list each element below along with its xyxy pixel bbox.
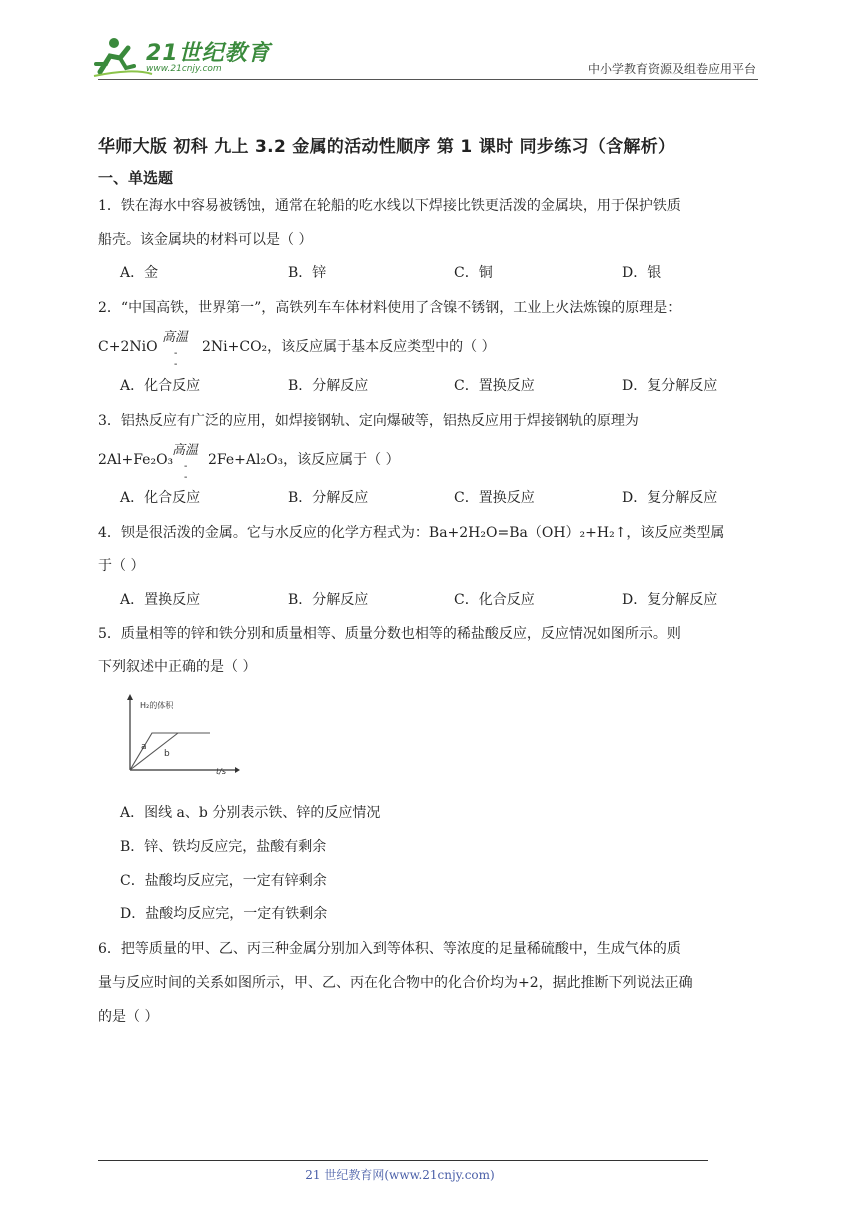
question-3-eq-right: 2Fe+Al₂O₃，该反应属于（ ） (208, 452, 400, 468)
question-5-option-c: C．盐酸均反应完，一定有锌剩余 (120, 873, 327, 889)
logo-url: www.21cnjy.com (146, 64, 222, 74)
page-header (0, 0, 860, 90)
graph-curve-b (130, 733, 178, 770)
question-1-option-b: B．锌 (288, 265, 327, 281)
question-2-option-d: D．复分解反应 (622, 378, 718, 394)
section-heading: 一、单选题 (98, 169, 174, 187)
page-title: 华师大版 初科 九上 3.2 金属的活动性顺序 第 1 课时 同步练习（含解析） (98, 137, 676, 157)
question-6-line-2: 量与反应时间的关系如图所示，甲、乙、丙在化合物中的化合价均为+2，据此推断下列说法正确 (98, 975, 693, 991)
graph-y-arrow (127, 694, 133, 700)
question-2-eq-right: 2Ni+CO₂，该反应属于基本反应类型中的（ ） (202, 339, 496, 355)
footer-text: 21 世纪教育网(www.21cnjy.com) (305, 1168, 495, 1182)
question-2-eq-left: C+2NiO (98, 339, 158, 355)
question-1-line-1: 1．铁在海水中容易被锈蚀，通常在轮船的吃水线以下焊接比铁更活泼的金属块，用于保护铁质 (98, 198, 681, 214)
question-5-graph (120, 690, 240, 780)
question-3-option-b: B．分解反应 (288, 490, 369, 506)
question-6-line-3: 的是（ ） (98, 1009, 159, 1025)
question-3-eq-left: 2Al+Fe₂O₃ (98, 452, 174, 468)
header-divider (98, 79, 758, 80)
question-2-option-c: C．置换反应 (454, 378, 535, 394)
question-5-line-1: 5．质量相等的锌和铁分别和质量相等、质量分数也相等的稀盐酸反应，反应情况如图所示。则 (98, 626, 681, 642)
question-1-line-2: 船壳。该金属块的材料可以是（ ） (98, 232, 313, 248)
logo-text: 21世纪教育 (146, 41, 271, 66)
question-3-option-c: C．置换反应 (454, 490, 535, 506)
page-footer (0, 1166, 860, 1183)
platform-label: 中小学教育资源及组卷应用平台 (587, 62, 756, 76)
question-2-eq-condition: 高温 (162, 330, 189, 345)
question-2-option-b: B．分解反应 (288, 378, 369, 394)
question-6-line-1: 6．把等质量的甲、乙、丙三种金属分别加入到等体积、等浓度的足量稀硫酸中，生成气体的质 (98, 941, 681, 957)
question-5-line-2: 下列叙述中正确的是（ ） (98, 659, 257, 675)
question-4-option-a: A．置换反应 (120, 592, 201, 608)
question-2-line-1: 2．“中国高铁，世界第一”，高铁列车车体材料使用了含镍不锈钢，工业上火法炼镍的原理是： (98, 300, 682, 316)
graph-x-label: t/s (216, 767, 226, 776)
question-3-option-a: A．化合反应 (120, 490, 201, 506)
question-3-option-d: D．复分解反应 (622, 490, 718, 506)
question-5-option-a: A．图线 a、b 分别表示铁、锌的反应情况 (120, 805, 381, 821)
question-4-line-1: 4．钡是很活泼的金属。它与水反应的化学方程式为：Ba+2H₂O=Ba（OH）₂+H₂↑，该反应类型属 (98, 525, 725, 541)
question-3-eq-arrow: - - (184, 461, 188, 483)
question-1-option-c: C．铜 (454, 265, 493, 281)
graph-y-label: H₂的体积 (140, 701, 174, 710)
question-1-option-d: D．银 (622, 265, 662, 281)
question-4-option-c: C．化合反应 (454, 592, 535, 608)
question-1-option-a: A．金 (120, 265, 159, 281)
question-2-option-a: A．化合反应 (120, 378, 201, 394)
footer-divider (98, 1160, 708, 1161)
question-4-line-2: 于（ ） (98, 558, 145, 574)
question-5-option-d: D．盐酸均反应完，一定有铁剩余 (120, 906, 328, 922)
question-3-eq-condition: 高温 (172, 443, 199, 458)
question-4-option-b: B．分解反应 (288, 592, 369, 608)
question-5-option-b: B．锌、铁均反应完，盐酸有剩余 (120, 839, 327, 855)
graph-label-a: a (141, 742, 147, 752)
question-4-option-d: D．复分解反应 (622, 592, 718, 608)
question-3-line-1: 3．铝热反应有广泛的应用，如焊接钢轨、定向爆破等，铝热反应用于焊接钢轨的原理为 (98, 413, 639, 429)
question-2-eq-arrow: - - (174, 348, 178, 370)
graph-x-arrow (235, 767, 240, 773)
graph-label-b: b (164, 749, 170, 759)
